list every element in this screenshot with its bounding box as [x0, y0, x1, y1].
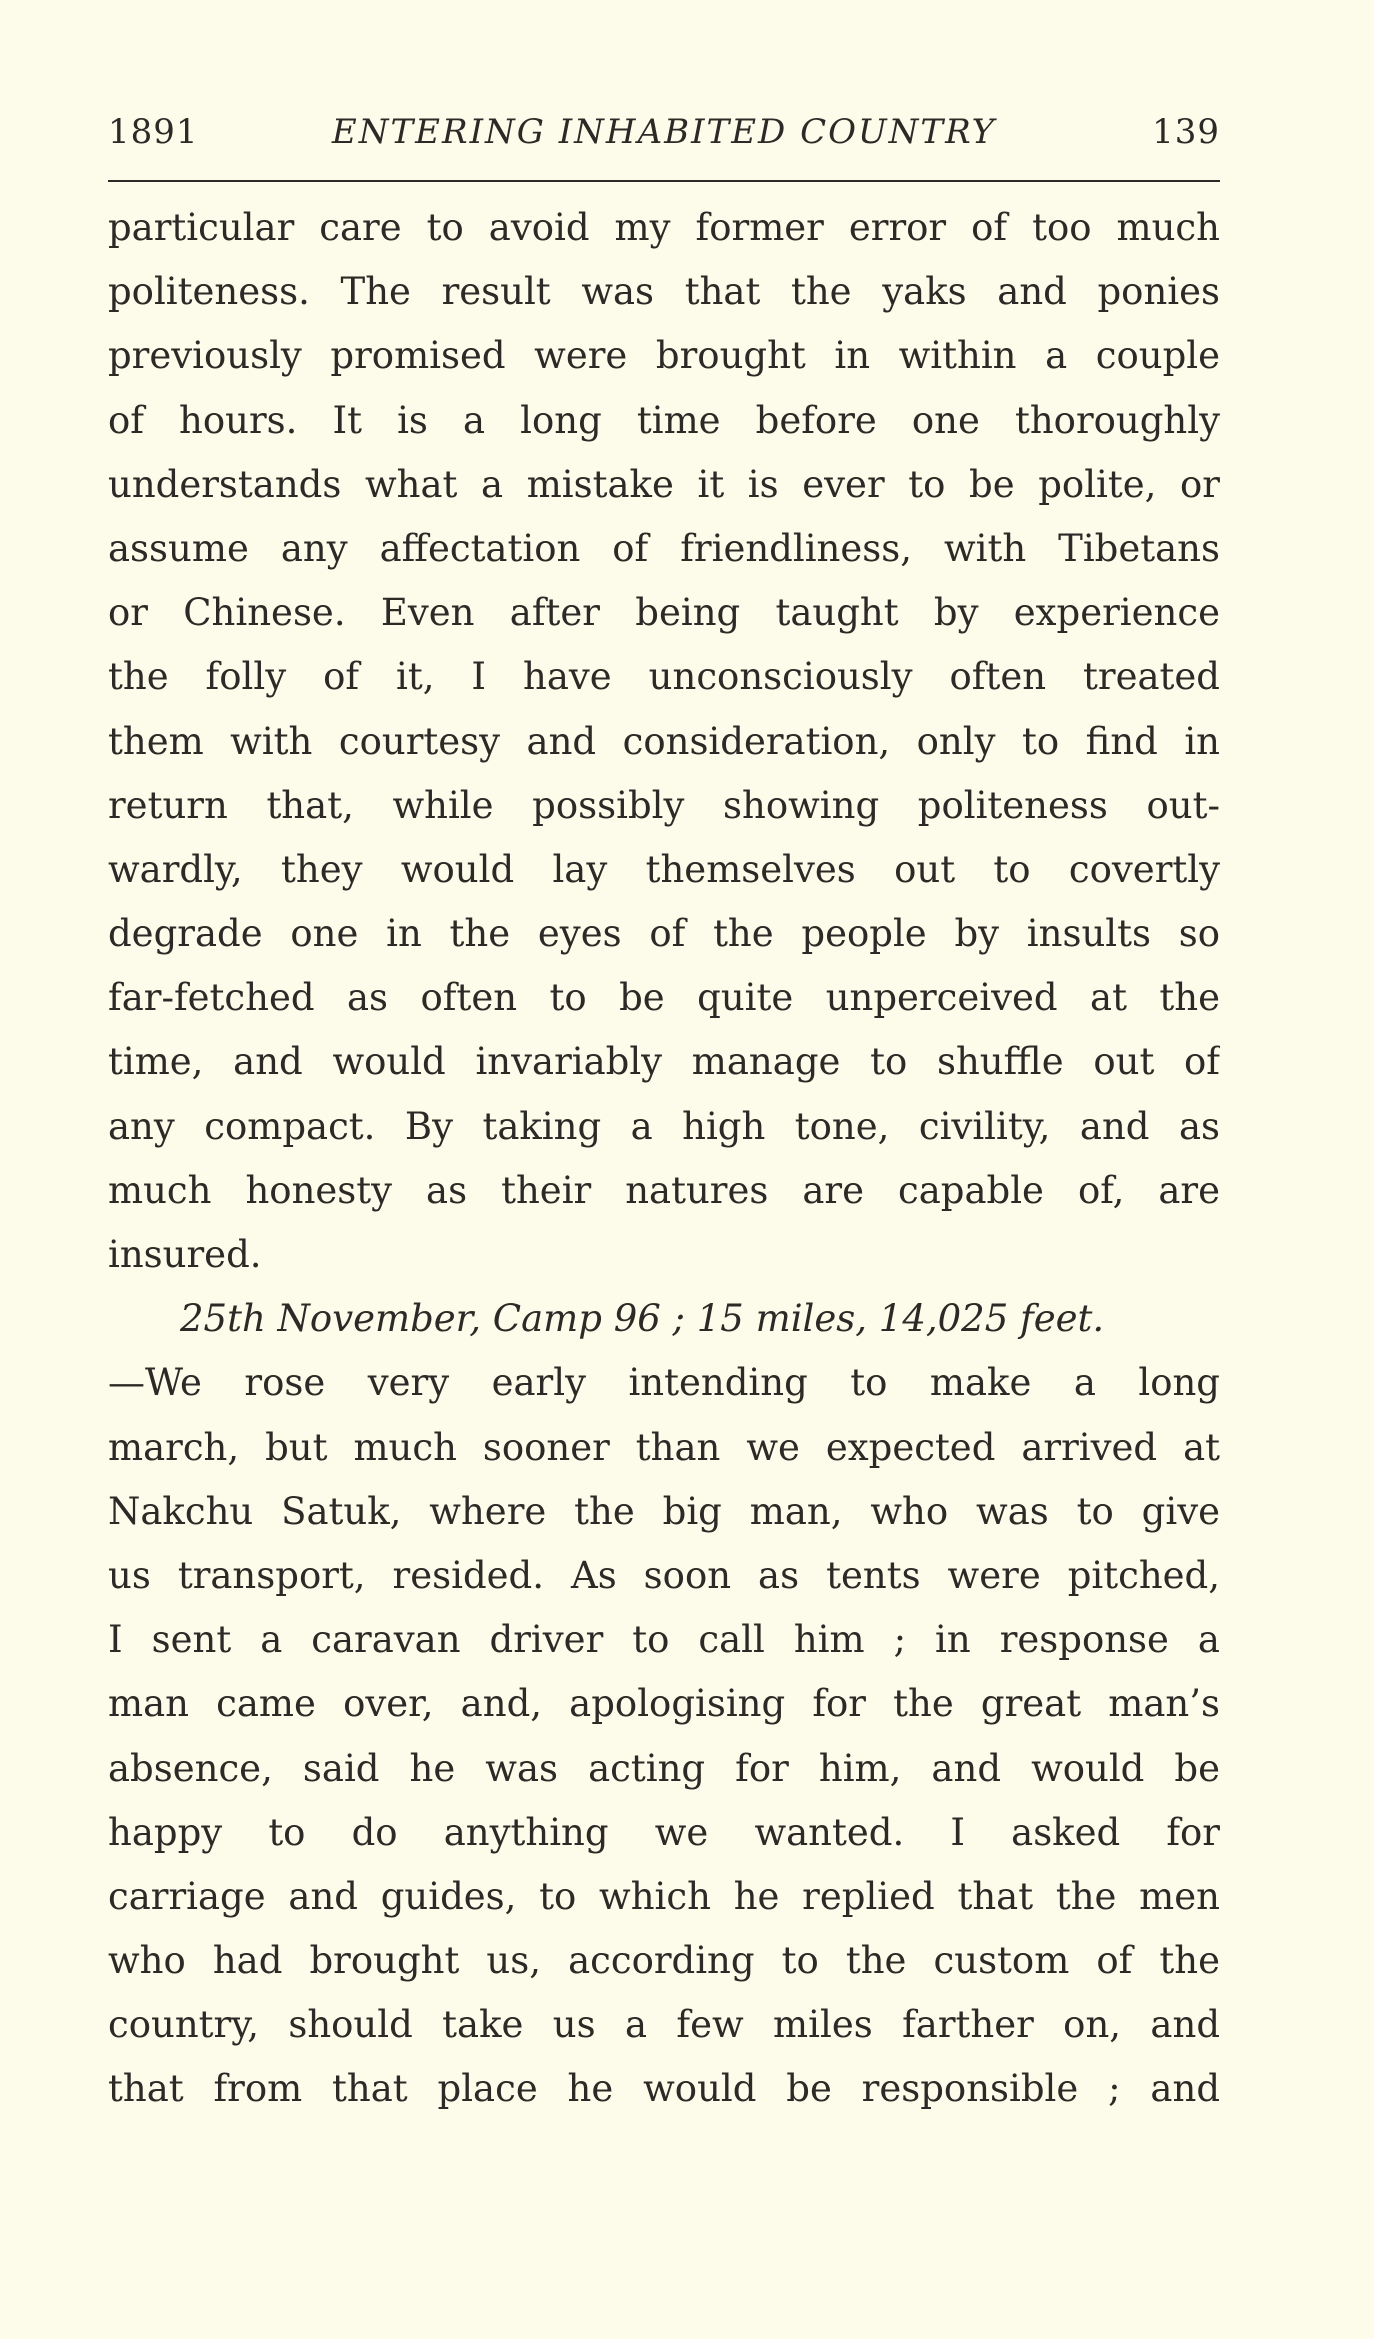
text-line: return that, while possibly showing politeness out- — [108, 783, 1220, 827]
text-line: degrade one in the eyes of the people by insults so — [108, 912, 1220, 956]
body-text — [108, 196, 1220, 2122]
text-line: that from that place he would be responsible ; and — [108, 2067, 1220, 2111]
text-line: march, but much sooner than we expected arrived at — [108, 1425, 1220, 1469]
text-line: them with courtesy and consideration, only to find in — [108, 719, 1220, 763]
text-line: time, and would invariably manage to shuffle out of — [108, 1040, 1220, 1084]
text-line: much honesty as their natures are capable of, are — [108, 1168, 1220, 1212]
text-line: wardly, they would lay themselves out to covertly — [108, 847, 1220, 891]
text-line: any compact. By taking a high tone, civility, and as — [108, 1104, 1220, 1148]
text-line: carriage and guides, to which he replied that the men — [108, 1874, 1220, 1918]
text-line: politeness. The result was that the yaks and ponies — [108, 270, 1220, 314]
text-line: previously promised were brought in within a couple — [108, 334, 1220, 378]
text-line: happy to do anything we wanted. I asked for — [108, 1810, 1220, 1854]
text-line: who had brought us, according to the custom of the — [108, 1939, 1220, 1983]
text-line: I sent a caravan driver to call him ; in response a — [108, 1618, 1220, 1662]
text-line: understands what a mistake it is ever to be polite, or — [108, 462, 1220, 506]
text-line: of hours. It is a long time before one thoroughly — [108, 398, 1220, 442]
text-line: far-fetched as often to be quite unperceived at the — [108, 976, 1220, 1020]
text-line: the folly of it, I have unconsciously often treated — [108, 655, 1220, 699]
running-head — [108, 112, 1220, 162]
page-number: 139 — [1152, 112, 1220, 152]
text-line: assume any affectation of friendliness, with Tibetans — [108, 526, 1220, 570]
text-line: particular care to avoid my former error of too much — [108, 206, 1220, 249]
header-rule — [108, 180, 1220, 182]
text-line: Nakchu Satuk, where the big man, who was to give — [108, 1489, 1220, 1533]
text-line: country, should take us a few miles farther on, and — [108, 2003, 1220, 2047]
dateline: 25th November, Camp 96 ; 15 miles, 14,025 feet. — [180, 1297, 1105, 1341]
chapter-title: ENTERING INHABITED COUNTRY — [331, 112, 997, 152]
text-line: —We rose very early intending to make a long — [108, 1361, 1220, 1405]
text-line: absence, said he was acting for him, and would be — [108, 1746, 1220, 1790]
text-line: man came over, and, apologising for the great man’s — [108, 1682, 1220, 1726]
text-line: or Chinese. Even after being taught by experience — [108, 591, 1220, 635]
header-year: 1891 — [108, 112, 199, 152]
text-line: insured. — [108, 1233, 262, 1276]
text-line: us transport, resided. As soon as tents were pitched, — [108, 1553, 1220, 1597]
